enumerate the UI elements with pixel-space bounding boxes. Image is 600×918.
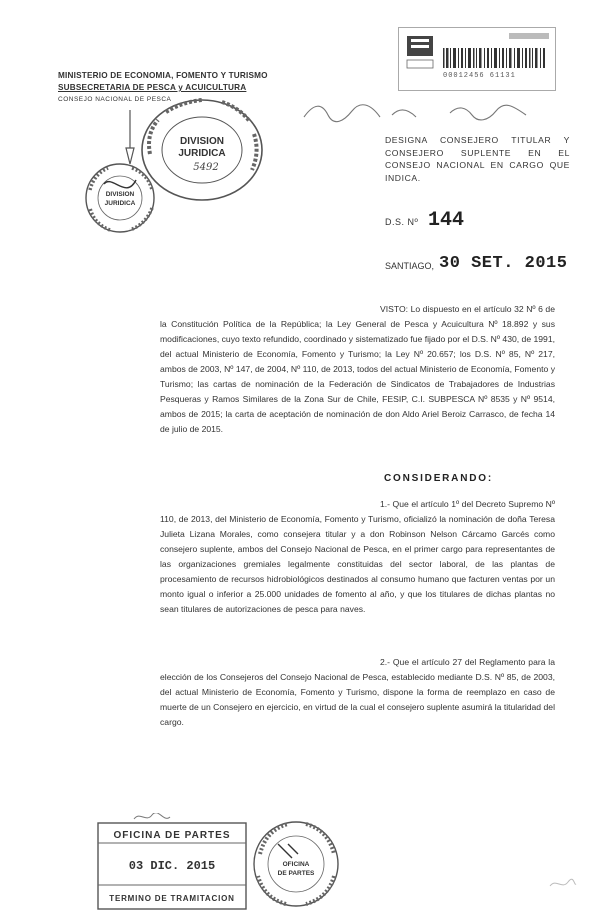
stamp-oficina-line1: OFICINA DE PARTES	[113, 830, 231, 841]
decree-number: 144	[428, 209, 465, 232]
faint-mark-icon	[548, 876, 578, 892]
signature-scribble-icon	[300, 99, 530, 125]
visto-text: VISTO: Lo dispuesto en el artículo 32 Nº 6 de la Constitución Política de la República; la Ley General de Pesca y Acuicultura Nº 18.892 y sus modificaciones, cuyo texto refundido, coordinado y sistematizado fue fijado por el D.S. Nº 430, de 1991, del actual Ministerio de Economía, Fomento y Turismo; la Ley Nº 20.657; los D.S. Nº 85, Nº 217, ambos de 2003, Nº 147, de 2004, Nº 110, de 2013, todos del actual Ministerio de Economía, Fomento y Turismo; las cartas de nominación de la Federación de Sindicatos de Trabajadores de Industrias Pesqueras y Ramos Similares de la Zona Sur de Chile, FESIP, C.I. SUBPESCA Nº 8535 y Nº 9514, ambos de 2015; la carta de aceptación de nominación de don Aldo Ariel Beroiz Carrasco, de fecha 14 de julio de 2015.	[160, 304, 555, 434]
considerando-item-1-text: 1.- Que el artículo 1º del Decreto Supremo Nº 110, de 2013, del Ministerio de Economía, Fomento y Turismo, oficializó la nominación de doña Teresa Julieta Lizana Morales, como consejera titular y a don Robinson Nelson Cárcamo Garcés como consejero suplente, ambos del Consejo Nacional de Pesca, en el primer cargo para representantes de las organizaciones gremiales legalmente constituidas del sector laboral, de las plantas de procesamiento de recursos hidrobiológicos destinados al consumo humano que facturen ventas por un monto igual o inferior a 25.000 unidades de fomento al año, y que los titulares de dichas plantas no sean titulares de autorizaciones de pesca para naves.	[160, 499, 555, 614]
place-label: SANTIAGO,	[385, 261, 435, 271]
round-seal-line2: DE PARTES	[277, 870, 315, 877]
round-seal-line1: OFICINA	[282, 861, 310, 868]
decree-title: DESIGNA CONSEJERO TITULAR Y CONSEJERO SUPLENTE EN EL CONSEJO NACIONAL EN CARGO QUE INDICA.	[385, 135, 570, 183]
stamp-oficina-date: 03 DIC. 2015	[128, 859, 216, 873]
stamp-oficina-line3: TERMINO DE TRAMITACION	[109, 894, 235, 903]
oficina-partes-round-seal	[248, 814, 344, 914]
small-seal-line2: JURIDICA	[104, 200, 136, 207]
subsecretaria-name: SUBSECRETARIA DE PESCA y ACUICULTURA	[58, 83, 247, 92]
seal-division-line2: JURIDICA	[178, 148, 226, 159]
small-seal-line1: DIVISION	[105, 191, 135, 198]
small-division-seal	[82, 160, 158, 236]
seal-division-number: 5492	[193, 162, 219, 173]
considerando-item-2	[160, 655, 555, 730]
considerando-item-2-text: 2.- Que el artículo 27 del Reglamento para la elección de los Consejeros del Consejo Nacional de Pesca, establecido mediante D.S. Nº 85, de 2003, del actual Ministerio de Economía, Fomento y Turismo, dispone la forma de reemplazo en caso de muerte de un Consejero en ejercicio, en virtud de la cual el consejero suplente asumirá la titularidad del cargo.	[160, 657, 555, 727]
barcode-caption: 00012456 61131	[443, 72, 516, 80]
decree-label: D.S. Nº	[385, 217, 419, 227]
visto-paragraph	[160, 302, 555, 437]
consejo-name: CONSEJO NACIONAL DE PESCA	[58, 96, 172, 103]
ministry-name: MINISTERIO DE ECONOMIA, FOMENTO Y TURISMO	[58, 71, 268, 80]
handwritten-signature	[300, 99, 530, 129]
oficina-partes-stamp	[94, 813, 254, 913]
decree-date: 30 SET. 2015	[439, 254, 568, 273]
barcode-sticker	[398, 27, 556, 91]
considerando-item-1	[160, 497, 555, 617]
considerando-heading: CONSIDERANDO:	[384, 473, 493, 484]
barcode-icon	[399, 28, 555, 90]
seal-division-line1: DIVISION	[180, 136, 224, 147]
